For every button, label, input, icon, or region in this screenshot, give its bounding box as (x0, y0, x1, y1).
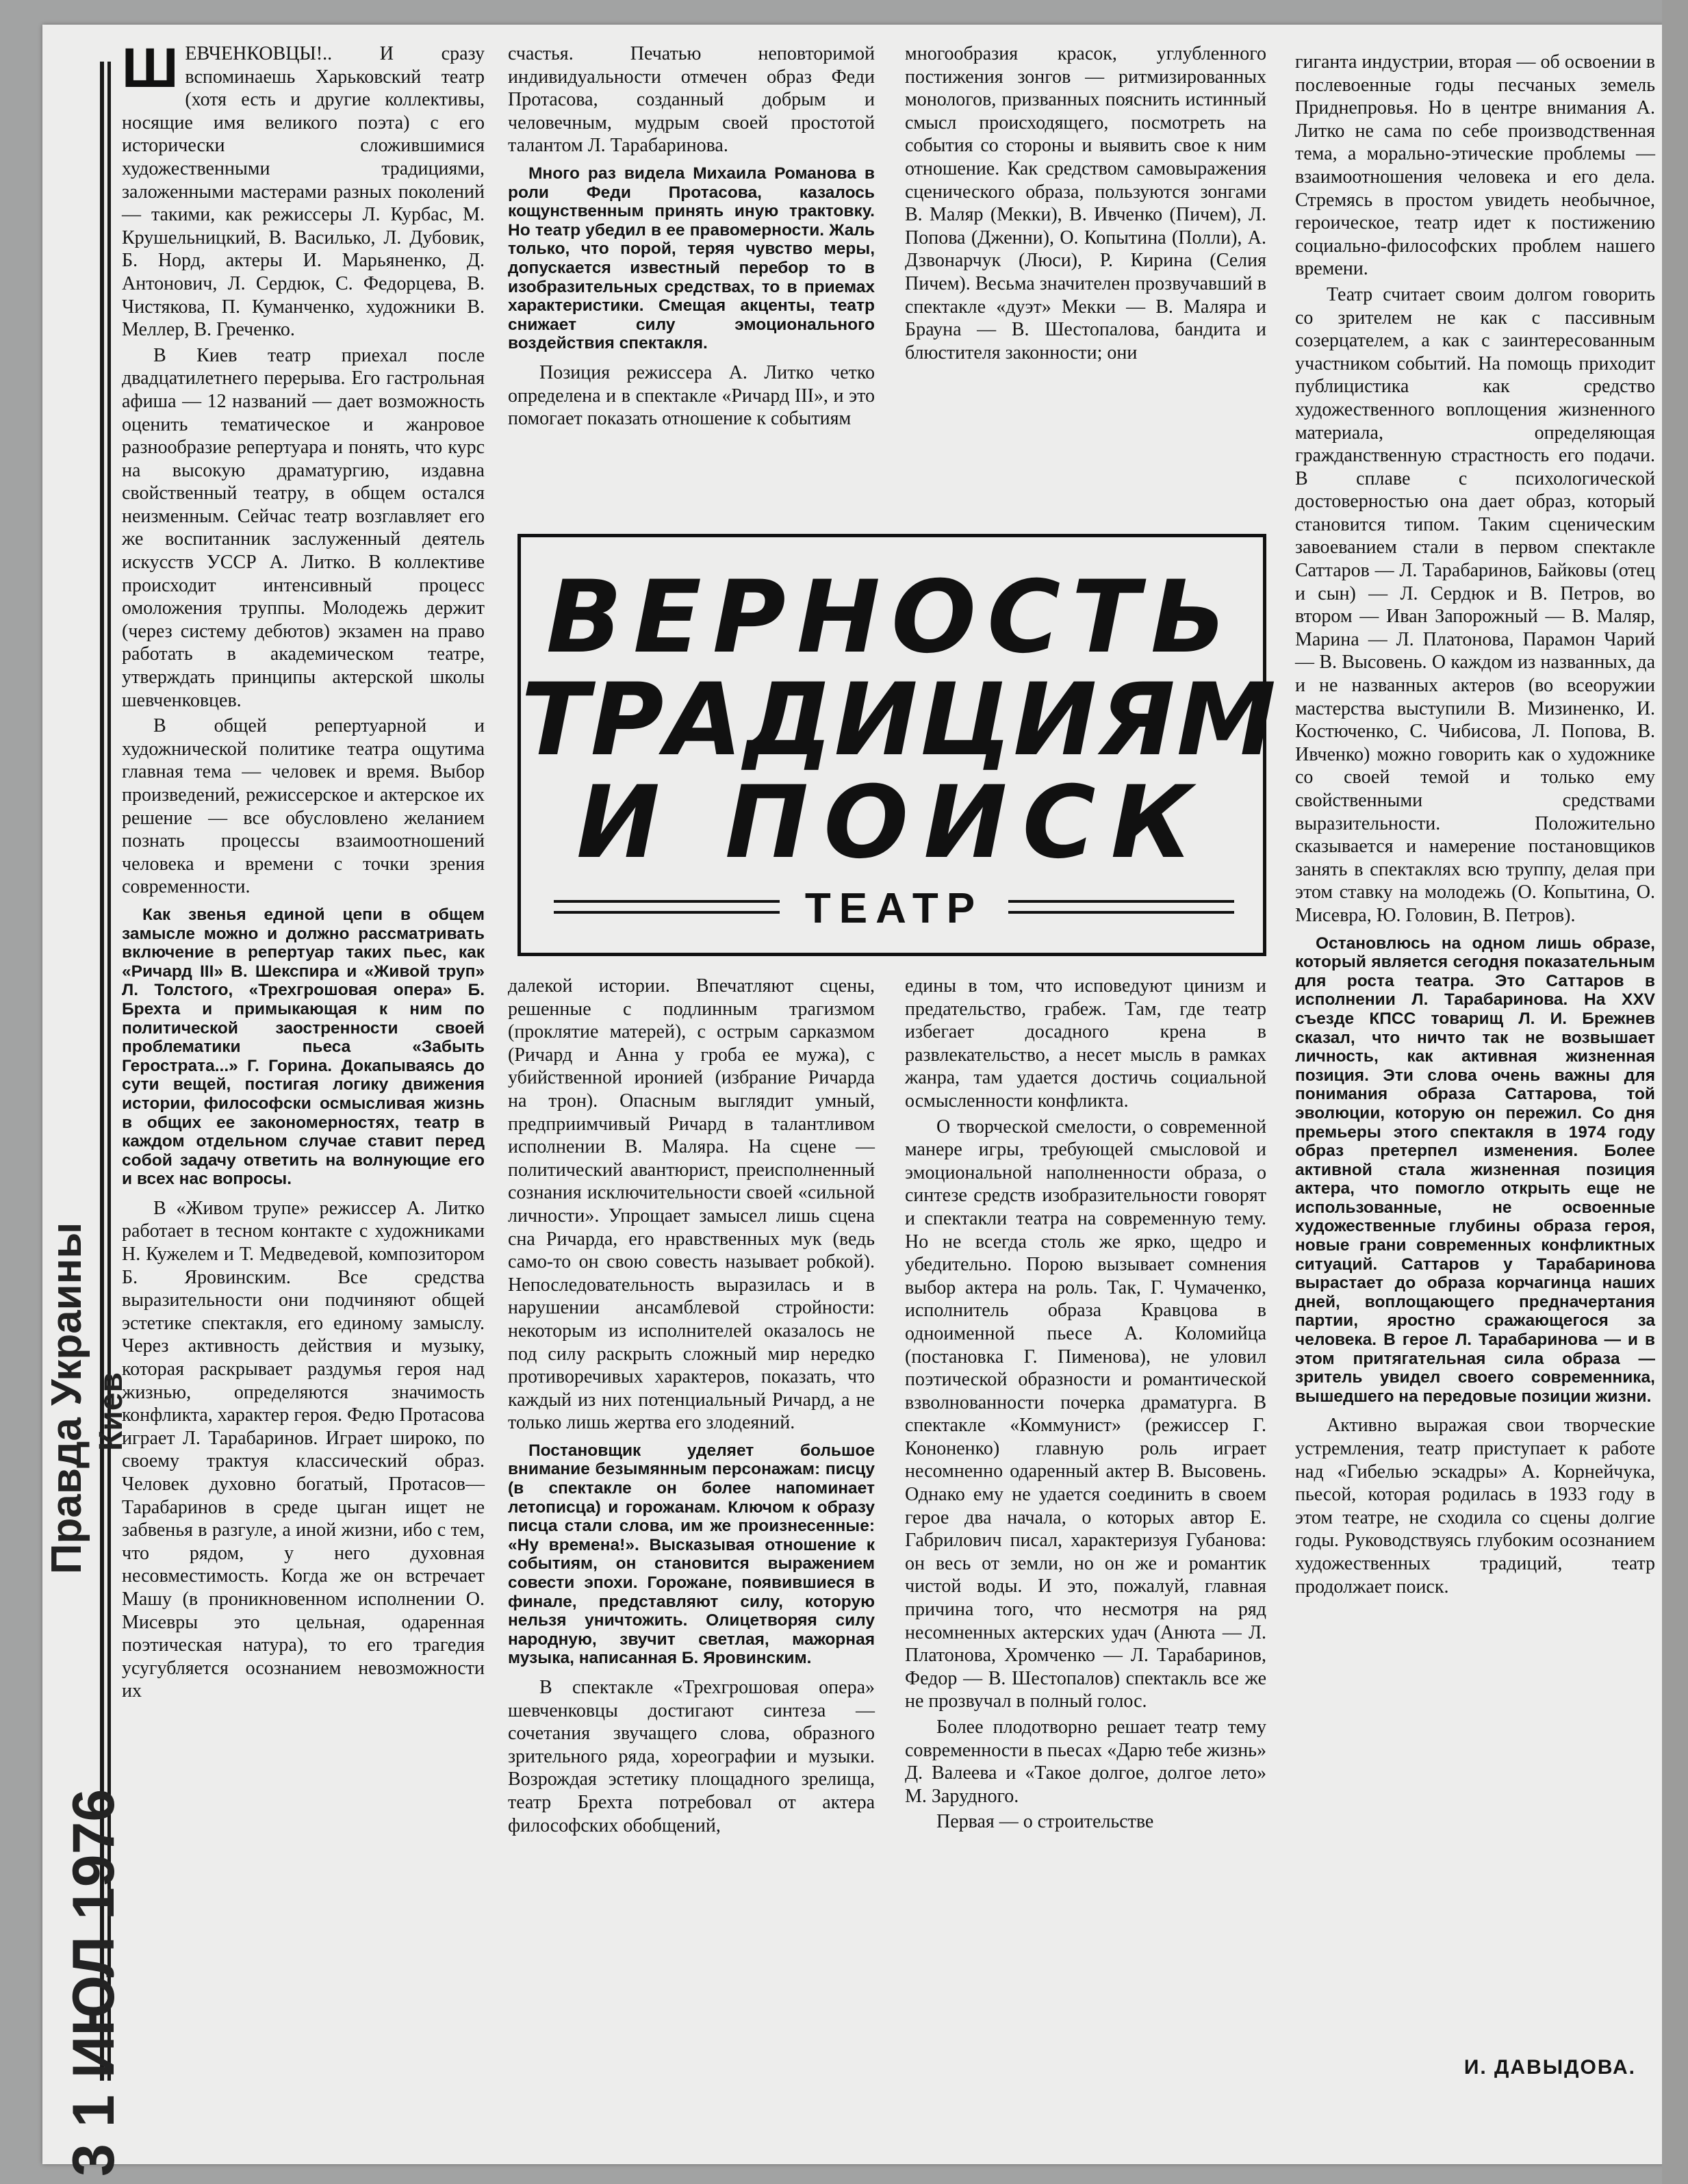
paragraph: Театр считает своим долгом говорить со зрителем не как с пассивным созерцателем, а как с заинтересованным участником событий. На помощь приходит публицистика как средство художественного воплощения жизненного материала, определяющая гражданственную страстность его подачи. В сплаве с психологической достоверностью она дает образ, который становится типом. Таким сценическим завоеванием стали в первом спектакле Саттаров — Л. Тарабаринов, Байковы (отец и сын) — Л. Сердюк и В. Петров, во втором — Иван Запорожный — В. Маляр, Марина — Л. Платонова, Парамон Чарий — В. Высовень. О каждом из названных, да и не названных актеров (во всеоружии мастерства выступили В. Мизиненко, И. Костюченко, С. Чибисова, Л. Попова, В. Ивченко) можно говорить как о художнике со своей темой и только ему свойственными средствами выразительности. Положительно сказывается и намерение постановщиков занять в спектаклях всю труппу, делая при этом ставку на молодежь (О. Копытина, О. Мисевра, Ю. Головин, В. Петров). (1295, 283, 1655, 926)
paragraph: гиганта индустрии, вторая — об освоении в послевоенные годы песчаных земель Приднепровья. Но в центре внимания А. Литко не сама по себе производственная тема, а морально-этические проблемы — взаимоотношения человека и его дела. Стремясь в простом увидеть необычное, героическое, театр идет к постижению социально-философских проблем нашего времени. (1295, 51, 1655, 280)
paragraph: многообразия красок, углубленного постижения зонгов — ритмизированных монологов, призванных пояснить истинный смысл происходящего, посмотреть на события со стороны и выявить свое к ним отношение. Как средством самовыражения сценического образа, пользуются зонгами В. Маляр (Мекки), В. Ивченко (Пичем), Л. Попова (Дженни), О. Копытина (Полли), А. Дзвонарчук (Люси), Р. Кирина (Селия Пичем). Весьма значителен прозвучавший в спектакле «дуэт» Мекки — В. Маляра и Брауна — В. Шестопалова, бандита и блюстителя законности; они (905, 43, 1266, 363)
rubric-rule (554, 900, 780, 903)
paragraph: В Киев театр приехал после двадцатилетнего перерыва. Его гастрольная афиша — 12 названий — дает возможность оценить тематическое и жанровое разнообразие репертуара и понять, что курс на высокую драматургию, издавна свойственный театру, в общем остался неизменным. Сейчас театр возглавляет его же воспитанник заслуженный деятель искусств УССР А. Литко. В коллективе происходит интенсивный процесс омоложения труппы. Молодежь держит (через систему дебютов) экзамен на право работать в академическом театре, утверждать принципы актерской школы шевченковцев. (122, 344, 485, 711)
article-column-4 (1295, 51, 1655, 1601)
headline-box (517, 534, 1278, 956)
paragraph: счастья. Печатью неповторимой индивидуальности отмечен образ Феди Протасова, созданный добрым и человечным, мудрым своей простотой талантом Л. Тарабаринова. (508, 43, 875, 157)
headline-line-3: И ПОИСК (576, 765, 1207, 881)
article-column-2-top (508, 42, 875, 433)
headline-line-1: ВЕРНОСТЬ (546, 559, 1238, 676)
paragraph: Позиция режиссера А. Литко четко определена и в спектакле «Ричард III», и это помогает показать отношение к событиям (508, 361, 875, 430)
date-stamp: 3 1 ИЮЛ 1976 (61, 1788, 127, 2176)
paragraph: О творческой смелости, о современной манере игры, требующей смысловой и эмоциональной наполненности образа, о синтезе средств изобразительности говорят и спектакли театра на современную тему. Но не всегда столь же ярко, щедро и убедительно. Порою вызывает сомнения выбор актера на роль. Так, Г. Чумаченко, исполнитель образа Кравцова в одноименной пьесе А. Коломийца (постановка Г. Пименова), не уловил поэтической образности и романтической взволнованности почерка драматурга. В спектакле «Коммунист» (режиссер Г. Кононенко) главную роль играет несомненно одаренный актер В. Высовень. Однако ему не удается соединить в своем герое два начала, о которых автор Е. Габрилович писал, характеризуя Губанова: он весь от земли, но он же и романтик чистой воды. И это, пожалуй, главная причина того, что несмотря на ряд несомненных актерских удач (Анюта — Л. Платонова, Хромченко — Л. Тарабаринов, Федор — В. Шестопалов) спектакль все же не прозвучал в полный голос. (905, 1116, 1266, 1712)
article-column-1 (122, 37, 485, 1706)
margin-rule (100, 62, 111, 2081)
article-column-2-bottom (508, 975, 875, 1840)
paragraph: Активно выражая свои творческие устремления, театр приступает к работе над «Гибелью эскадры» А. Корнейчука, пьесой, которая родилась в 1933 году в этом театре, не сходила со сцены долгие годы. Руководствуясь глубоким осознанием художественных традиций, театр продолжает поиск. (1295, 1415, 1655, 1597)
bold-paragraph: Остановлюсь на одном лишь образе, который является сегодня показательным для роста театра. Это Саттаров в исполнении Л. Тарабаринова. На XXV съезде КПСС товарищ Л. И. Брежнев сказал, что ничто так не возвышает личность, как активная жизненная позиция. Эти слова очень важны для понимания образа Саттарова, той эволюции, которую он пережил. Со дня премьеры этого спектакля в 1974 году образ претерпел изменения. Более активной стала жизненная позиция актера, что помогло открыть еще не использованные, не освоенные художественные глубины образа героя, новые грани современных конфликтных ситуаций. Саттаров у Тарабаринова вырастает до образа корчагинца наших дней, воплощающего предначертания партии, яростно сражающегося за человека. В герое Л. Тарабаринова — и в этом притягательная сила образа — зритель увидел своего современника, вышедшего на передовые позиции жизни. (1295, 934, 1655, 1406)
rubric-rule (1008, 911, 1234, 914)
paragraph: Первая — о строительстве (936, 1811, 1154, 1833)
drop-cap: Ш (122, 37, 179, 99)
headline-line-2: ТРАДИЦИЯМ (521, 662, 1278, 778)
bold-paragraph: Много раз видела Михаила Романова в роли Феди Протасова, казалось кощунственным принять иную трактовку. Но театр убедил в ее правомерности. Жаль только, что порой, теряя чувство меры, допускается известный перебор то в изобразительных средствах, то в приемах характеристики. Смещая акценты, театр снижает силу эмоционального воздействия спектакля. (508, 164, 875, 353)
paragraph: В спектакле «Трехгрошовая опера» шевченковцы достигают синтеза — сочетания звучащего слова, образного зрительного ряда, хореографии и музыки. Возрождая эстетику площадного зрелища, театр Брехта потребовал от актера философских обобщений, (508, 1677, 875, 1836)
newspaper-name-stamp: Правда Украины (43, 1222, 90, 1574)
city-stamp: Киев (93, 1372, 129, 1451)
paragraph-text: ЕВЧЕНКОВЦЫ!.. И сразу вспоминаешь Харьковский театр (хотя есть и другие коллективы, носящие имя великого поэта) с его исторически сложившимися художественными традициями, заложенными мастерами разных поколений — такими, как режиссеры Л. Курбас, М. Крушельницкий, В. Василько, Л. Дубовик, Б. Норд, актеры И. Марьяненко, Д. Антонович, Л. Сердюк, С. Федорцева, В. Чистякова, П. Куманченко, художники В. Меллер, В. Греченко. (122, 43, 485, 341)
rubric-label: ТЕАТР (804, 885, 984, 932)
paragraph: далекой истории. Впечатляют сцены, решенные с подлинным трагизмом (проклятие матерей), с острым сарказмом (Ричард и Анна у гроба ее мужа), с убийственной иронией (избрание Ричарда на трон). Опасным выглядит умный, предприимчивый Ричард в талантливом исполнении В. Маляра. На сцене — политический авантюрист, преисполненный сознания исключительности своей «сильной личности». Упрощает замысел лишь сцена сна Ричарда, его нравственных мук (ведь само-то он свою совесть называет робкой). Непоследовательность выразилась и в нарушении ансамблевой стройности: некоторым из исполнителей оказалось не под силу раскрыть сложный мир нередко противоречивых характеров, показать, что каждый из них потенциальный Ричард, а не только лишь жертва его злодеяний. (508, 975, 875, 1434)
author-signature: И. ДАВЫДОВА. (1463, 2056, 1636, 2079)
bold-paragraph: Постановщик уделяет большое внимание безымянным персонажам: писцу (в спектакле он более напоминает летописца) и горожанам. Ключом к образу писца стали слова, им же произнесенные: «Ну времена!». Высказывая отношение к событиям, он становится выражением совести эпохи. Горожане, появившиеся в финале, представляют силу, которую нельзя уничтожить. Олицетворяя силу народную, звучит светлая, мажорная музыка, написанная Б. Яровинским. (508, 1441, 875, 1668)
bold-paragraph: Как звенья единой цепи в общем замысле можно и должно рассматривать включение в репертуар таких пьес, как «Ричард III» В. Шекспира и «Живой труп» Л. Толстого, «Трехгрошовая опера» Б. Брехта и примыкающая к ним по политической заостренности своей проблематики пьеса «Забыть Герострата...» Г. Горина. Докапываясь до сути вещей, постигая логику движения истории, философски осмысливая жизнь в общих ее закономерностях, театр в каждом отдельном случае ставит перед собой задачу ответить на волнующие его и всех нас вопросы. (122, 905, 485, 1189)
article-column-3-top (905, 42, 1266, 367)
paragraph: В «Живом трупе» режиссер А. Литко работает в тесном контакте с художниками Н. Кужелем и Т. Медведевой, композитором Б. Яровинским. Все средства выразительности они подчиняют общей эстетике спектакля, его единому замыслу. Через активность действия и музыку, которая раскрывает раздумья героя над жизнью, определяются значимость конфликта, характер героя. Федю Протасова играет Л. Тарабаринов. Играет широко, по своему трактуя классический образ. Человек духовно богатый, Протасов—Тарабаринов в среде цыган ищет не забвенья в разгуле, а иной жизни, ибо с тем, что рядом, у него духовная несовместимость. Когда же он встречает Машу (в проникновенном исполнении О. Мисевры это цельная, одаренная поэтическая натура), то его трагедия усугубляется осознанием невозможности их (122, 1197, 485, 1702)
background-strip (1662, 0, 1688, 2184)
rubric-rule (554, 911, 780, 914)
paragraph: едины в том, что исповедуют цинизм и предательство, грабеж. Там, где театр избегает досадного крена в развлекательство, а несет мысль в рамках жанра, там удается достичь социальной осмысленности конфликта. (905, 975, 1266, 1112)
opening-paragraph (122, 37, 485, 342)
article-column-3-bottom (905, 975, 1266, 1836)
rubric-rule (1008, 900, 1234, 903)
paragraph: В общей репертуарной и художнической политике театра ощутима главная тема — человек и время. Выбор произведений, режиссерское и актерское их решение — все обусловлено желанием познать процессы взаимоотношений человека и времени с точки зрения современности. (122, 715, 485, 898)
paragraph: Более плодотворно решает театр тему современности в пьесах «Дарю тебе жизнь» Д. Валеева и «Такое долгое, долгое лето» М. Зарудного. (905, 1717, 1266, 1807)
